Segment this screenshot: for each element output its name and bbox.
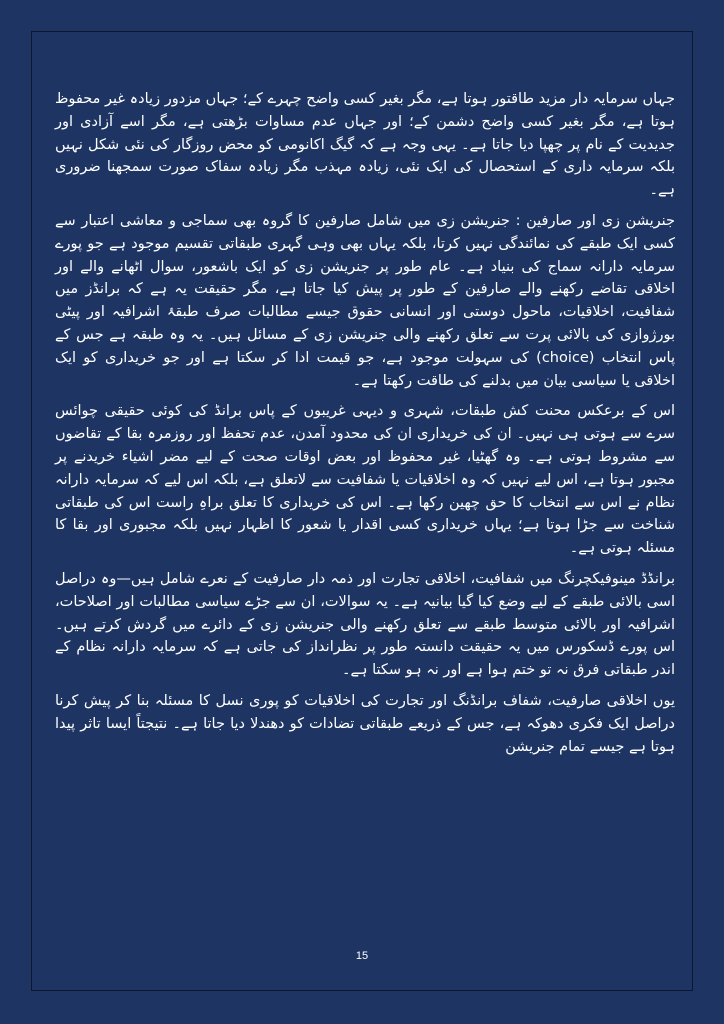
paragraph-1: جہاں سرمایہ دار مزید طاقتور ہوتا ہے، مگر بغیر کسی واضح چہرے کے؛ جہاں مزدور زیادہ غیر محفوظ ہوتا ہے، مگر بغیر کسی واضح دشمن کے؛ اور جہاں عدم مساوات بڑھتی ہے، مگر اسے آزادی اور جدیدیت کے نام پر چھپا دیا جاتا ہے۔ یہی وجہ ہے کہ گیگ اکانومی کو محض روزگار کی نئی شکل نہیں بلکہ سرمایہ داری کے استحصال کی ایک نئی، زیادہ مہذب مگر زیادہ سفاک صورت سمجھنا ضروری ہے۔ xyxy=(55,91,675,199)
body-text xyxy=(55,88,675,766)
paragraph-2: جنریشن زی اور صارفین : جنریشن زی میں شامل صارفین کا گروہ بھی سماجی و معاشی اعتبار سے کسی ایک طبقے کی نمائندگی نہیں کرتا، بلکہ یہاں بھی وہی گہری طبقاتی تقسیم موجود ہے جو پورے سرمایہ دارانہ سماج کی بنیاد ہے۔ عام طور پر جنریشن زی کو ایک باشعور، سوال اٹھانے والے اور اخلاقی تقاضے رکھنے والے صارفین کے طور پر پیش کیا جاتا ہے، مگر حقیقت یہ ہے کہ برانڈز میں شفافیت، اخلاقیات، ماحول دوستی اور انسانی حقوق جیسے مطالبات صرف طبقۂ اشرافیہ اور پیٹی بورژوازی کی بالائی پرت سے تعلق رکھنے والی جنریشن زی کے مسائل ہیں۔ یہ وہ طبقہ ہے جس کے پاس انتخاب (choice) کی سہولت موجود ہے، جو قیمت ادا کر سکتا ہے اور جو خریداری کو ایک اخلاقی یا سیاسی بیان میں بدلنے کی طاقت رکھتا ہے۔ xyxy=(55,212,675,389)
paragraph-5: یوں اخلاقی صارفیت، شفاف برانڈنگ اور تجارت کی اخلاقیات کو پوری نسل کا مسئلہ بنا کر پیش کرنا دراصل ایک فکری دھوکہ ہے، جس کے ذریعے طبقاتی تضادات کو دھندلا دیا جاتا ہے۔ نتیجتاً ایسا تاثر پیدا ہوتا ہے جیسے تمام جنریشن xyxy=(55,692,675,755)
page-number: 15 xyxy=(355,950,369,962)
paragraph-3: اس کے برعکس محنت کش طبقات، شہری و دیہی غریبوں کے پاس برانڈ کی کوئی حقیقی چوائس سرے سے ہوتی ہی نہیں۔ ان کی خریداری ان کی محدود آمدن، عدم تحفظ اور روزمرہ بقا کے تقاضوں سے مشروط ہوتی ہے۔ وہ گھٹیا، غیر محفوظ اور بعض اوقات صحت کے لیے مضر اشیاء خریدنے پر مجبور ہوتا ہے، اس لیے نہیں کہ وہ اخلاقیات یا شفافیت سے لاتعلق ہے، بلکہ اس لیے کہ سرمایہ دارانہ نظام نے اس سے انتخاب کا حق چھین رکھا ہے۔ اس کی خریداری کا تعلق براہِ راست اس کی طبقاتی شناخت سے جڑا ہوتا ہے؛ یہاں خریداری کسی اقدار یا شعور کا اظہار نہیں بلکہ مجبوری اور بقا کا مسئلہ ہوتی ہے۔ xyxy=(55,403,675,557)
paragraph-4: برانڈڈ مینوفیکچرنگ میں شفافیت، اخلاقی تجارت اور ذمہ دار صارفیت کے نعرے شامل ہیں—وہ دراصل اسی بالائی طبقے کے لیے وضع کیا گیا بیانیہ ہے۔ یہ سوالات، ان سے جڑے سیاسی مطالبات اور اصلاحات، اشرافیہ اور بالائی متوسط طبقے سے تعلق رکھنے والی جنریشن زی کے دائرے میں گردش کرتے ہیں۔ اس پورے ڈسکورس میں یہ حقیقت دانستہ طور پر نظرانداز کی جاتی ہے کہ سرمایہ دارانہ نظام کے اندر طبقاتی فرق نہ تو ختم ہوا ہے اور نہ ہو سکتا ہے۔ xyxy=(55,570,675,679)
